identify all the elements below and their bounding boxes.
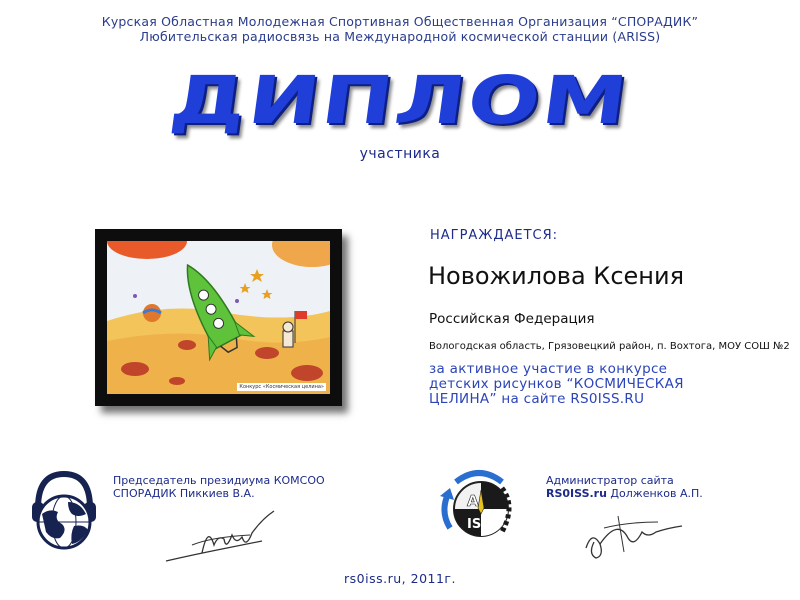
recipient-country: Российская Федерация: [429, 311, 595, 327]
recipient-name: Новожилова Ксения: [428, 262, 685, 290]
right-signatory-line-2: [546, 487, 703, 500]
footer-site-year: rs0iss.ru, 2011г.: [344, 571, 456, 586]
diploma-title: ДИПЛОМ: [165, 62, 635, 139]
right-signature: [578, 508, 698, 568]
drawing-frame: [95, 229, 342, 406]
handwritten-signature-right: [578, 508, 698, 568]
award-reason-line-2: детских рисунков “КОСМИЧЕСКАЯ: [429, 376, 684, 392]
diploma-subtitle: участника: [359, 146, 441, 162]
sporadik-globe-logo: [28, 468, 100, 558]
award-reason: [429, 362, 769, 407]
award-reason-line-1: за активное участие в конкурсе: [429, 361, 668, 377]
ariss-letter-r: R: [488, 492, 500, 510]
ariss-letter-a: A: [467, 492, 479, 510]
organization-line-1: Курская Областная Молодежная Спортивная Общественная Организация “СПОРАДИК”: [101, 14, 699, 29]
globe-headphones-icon: [28, 468, 100, 558]
organization-header: [0, 14, 800, 44]
award-reason-line-3: ЦЕЛИНА” на сайте RS0ISS.RU: [429, 391, 645, 407]
drawing-illustration: [107, 241, 330, 394]
ariss-emblem-icon: [436, 466, 522, 548]
ariss-letters-iss: ISS: [467, 517, 490, 532]
left-signatory-line-2: СПОРАДИК Пиккиев В.А.: [113, 487, 255, 500]
diploma-title-wrap: [0, 62, 800, 142]
left-signatory-line-1: Председатель президиума КОМСОО: [113, 474, 325, 487]
drawing-caption: Конкурс «Космическая целина»: [239, 384, 324, 390]
left-signature: [162, 505, 292, 565]
right-signatory-line-1: Администратор сайта: [546, 474, 674, 487]
left-signatory: [113, 474, 325, 500]
awarded-label: НАГРАЖДАЕТСЯ:: [430, 228, 559, 243]
right-signatory-site: RS0ISS.ru: [546, 487, 607, 500]
right-signatory: [546, 474, 703, 500]
organization-line-2: Любительская радиосвязь на Международной космической станции (ARISS): [139, 29, 661, 44]
ariss-logo: [436, 466, 522, 548]
recipient-address: Вологодская область, Грязовецкий район, п. Вохтога, МОУ СОШ №2: [429, 341, 790, 352]
right-signatory-name: Долженков А.П.: [606, 487, 703, 500]
children-drawing: [107, 241, 330, 394]
handwritten-signature-left: [162, 505, 292, 565]
